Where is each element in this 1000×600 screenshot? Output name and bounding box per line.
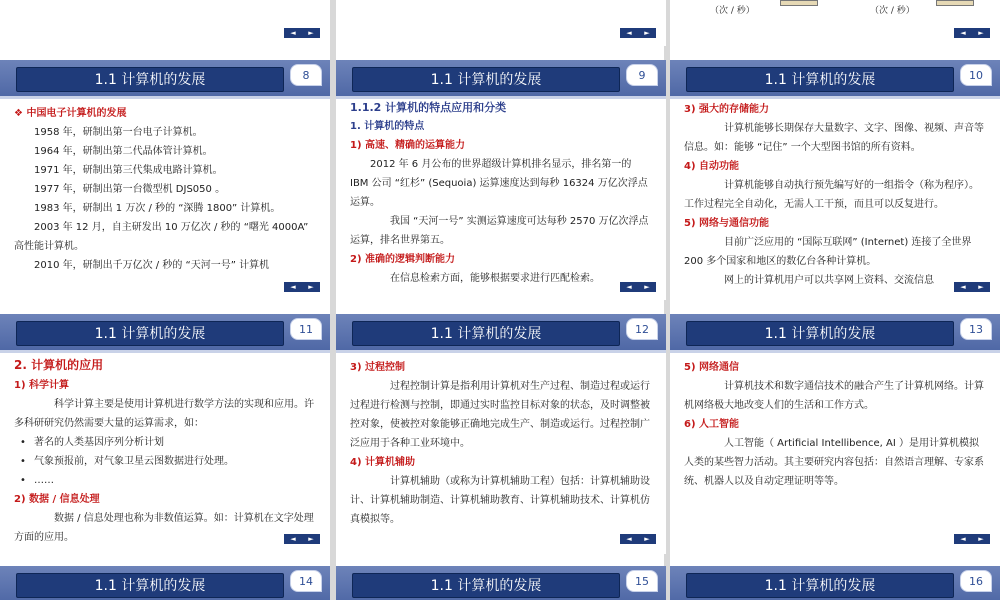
speed-unit-caption: （次 / 秒） [710,6,755,16]
next-arrow-icon[interactable]: ► [978,283,984,291]
slide-8[interactable] [0,60,330,300]
text-paragraph: 网上的计算机用户可以共享网上资料、交流信息 [724,275,934,286]
slide-number: 8 [290,64,322,86]
slide-15[interactable] [336,566,666,600]
slide-nav[interactable] [620,28,656,38]
slide-title: 1.1 计算机的发展 [686,67,954,92]
prev-arrow-icon[interactable]: ◄ [290,535,296,543]
slide-title: 1.1 计算机的发展 [16,321,284,346]
slide-number: 14 [290,570,322,592]
next-arrow-icon[interactable]: ► [308,29,314,37]
bullet-item: • 著名的人类基因序列分析计划 [14,433,316,452]
text-paragraph: 计算机技术和数字通信技术的融合产生了计算机网络。计算机网络极大地改变人们的生活和工作方式。 [684,381,984,411]
prev-arrow-icon[interactable]: ◄ [290,283,296,291]
bullet-item: • …… [14,471,316,490]
slide-title: 1.1 计算机的发展 [352,573,620,598]
prev-arrow-icon[interactable]: ◄ [960,29,966,37]
text-line: 1958 年，研制出第一台电子计算机。 [34,127,203,138]
next-arrow-icon[interactable]: ► [308,283,314,291]
prev-arrow-icon[interactable]: ◄ [626,29,632,37]
slide-number: 16 [960,570,992,592]
text-paragraph: 2012 年 6 月公布的世界超级计算机排名显示，排名第一的 IBM 公司 “红杉” (Sequoia) 运算速度达到每秒 16324 万亿次浮点运算。 [350,159,648,208]
slide-header-band [336,60,666,96]
next-arrow-icon[interactable]: ► [644,283,650,291]
slide-nav[interactable] [954,28,990,38]
bullet-item: • 气象预报前，对气象卫星云图数据进行处理。 [14,452,316,471]
slide-7-fragment-right[interactable] [670,0,1000,46]
item-heading: 2) 准确的逻辑判断能力 [350,254,456,265]
slide-nav[interactable] [954,534,990,544]
prev-arrow-icon[interactable]: ◄ [626,535,632,543]
item-heading: 4) 自动功能 [684,161,740,172]
item-heading: 1) 科学计算 [14,380,70,391]
slide-header-band [336,566,666,600]
slide-number: 9 [626,64,658,86]
slide-body [14,354,316,547]
slide-nav[interactable] [954,282,990,292]
item-heading: 3) 过程控制 [350,362,406,373]
slide-header-band [670,566,1000,600]
text-line: 2010 年，研制出千万亿次 / 秒的 “天河一号” 计算机 [34,260,270,271]
item-heading: 4) 计算机辅助 [350,457,416,468]
slide-number: 10 [960,64,992,86]
slide-number: 12 [626,318,658,340]
slide-nav[interactable] [284,282,320,292]
slide-title: 1.1 计算机的发展 [16,573,284,598]
slide-nav[interactable] [284,28,320,38]
prev-arrow-icon[interactable]: ◄ [960,283,966,291]
text-line: 2003 年 12 月，自主研发出 10 万亿次 / 秒的 “曙光 4000A” 高性能计算机。 [14,222,309,252]
slide-14[interactable] [0,566,330,600]
speed-unit-caption: （次 / 秒） [870,6,915,16]
text-line: 1977 年，研制出第一台微型机 DJS050 。 [34,184,226,195]
slide-title: 1.1 计算机的发展 [686,321,954,346]
text-paragraph: 数据 / 信息处理也称为非数值运算。如：计算机在文字处理方面的应用。 [14,513,314,543]
text-paragraph: 人工智能（ Artificial Intellibence, AI ）是用计算机模拟人类的某些智力活动。其主要研究内容包括：自然语言理解、专家系统、机器人以及自动定理证明等等。 [684,438,984,487]
next-arrow-icon[interactable]: ► [644,29,650,37]
prev-arrow-icon[interactable]: ◄ [960,535,966,543]
text-line: 1983 年，研制出 1 万次 / 秒的 “深腾 1800” 计算机。 [34,203,281,214]
text-paragraph: 计算机辅助（或称为计算机辅助工程）包括：计算机辅助设计、计算机辅助制造、计算机辅助教育、计算机辅助技术、计算机仿真模拟等。 [350,476,650,525]
slide-header-band [0,60,330,96]
subsection-heading: 1. 计算机的特点 [350,121,425,132]
text-paragraph: 计算机能够长期保存大量数字、文字、图像、视频、声音等信息。如：能够 “记住” 一个大型图书馆的所有资料。 [684,123,984,153]
slide-body [14,104,316,275]
slide-7-fragment-mid[interactable] [336,0,666,46]
text-line: 1964 年，研制出第二代晶体管计算机。 [34,146,213,157]
slide-11[interactable] [0,314,330,554]
text-paragraph: 在信息检索方面，能够根据要求进行匹配检索。 [390,273,600,284]
slide-12[interactable] [336,314,666,554]
section-heading: ❖ 中国电子计算机的发展 [14,108,127,119]
text-paragraph: 计算机能够自动执行预先编写好的一组指令（称为程序）。工作过程完全自动化，无需人工干预，而且可以反复进行。 [684,180,979,210]
computer-photo-thumbnail [936,0,974,6]
text-paragraph: 科学计算主要是使用计算机进行数学方法的实现和应用。许多科研研究仍然需要大量的运算需求，如： [14,399,314,429]
slide-number: 15 [626,570,658,592]
prev-arrow-icon[interactable]: ◄ [290,29,296,37]
item-heading: 1) 高速、精确的运算能力 [350,140,466,151]
next-arrow-icon[interactable]: ► [978,535,984,543]
text-paragraph: 过程控制计算是指利用计算机对生产过程、制造过程或运行过程进行检测与控制，即通过实时监控目标对象的状态，及时调整被控对象，使被控对象能够正确地完成生产、制造或运行。过程控制广泛应用于各种工业环境中。 [350,381,650,449]
text-paragraph: 目前广泛应用的 “国际互联网” (Internet) 连接了全世界 200 多个国家和地区的数亿台各种计算机。 [684,237,972,267]
text-paragraph: 我国 “天河一号” 实测运算速度可达每秒 2570 万亿次浮点运算，排名世界第五。 [350,216,649,246]
slide-13[interactable] [670,314,1000,554]
slide-nav[interactable] [620,534,656,544]
slide-16[interactable] [670,566,1000,600]
slide-header-band [336,314,666,350]
slide-7-fragment-left[interactable] [0,0,330,46]
text-line: 1971 年，研制出第三代集成电路计算机。 [34,165,223,176]
item-heading: 2) 数据 / 信息处理 [14,494,100,505]
slide-number: 11 [290,318,322,340]
slide-9[interactable] [336,60,666,300]
slide-title: 1.1 计算机的发展 [686,573,954,598]
slide-header-band [0,566,330,600]
slide-body [684,358,986,491]
item-heading: 5) 网络通信 [684,362,740,373]
computer-photo-thumbnail [780,0,818,6]
item-heading: 5) 网络与通信功能 [684,218,770,229]
next-arrow-icon[interactable]: ► [308,535,314,543]
item-heading: 3) 强大的存储能力 [684,104,770,115]
slide-body [684,100,986,296]
slide-header-band [670,314,1000,350]
slide-title: 1.1 计算机的发展 [352,67,620,92]
item-heading: 6) 人工智能 [684,419,740,430]
slide-title: 1.1 计算机的发展 [352,321,620,346]
slide-body [350,98,652,288]
slide-body [350,358,652,529]
slide-nav[interactable] [620,282,656,292]
next-arrow-icon[interactable]: ► [644,535,650,543]
slide-title: 1.1 计算机的发展 [16,67,284,92]
slide-number: 13 [960,318,992,340]
slide-header-band [670,60,1000,96]
slide-nav[interactable] [284,534,320,544]
slide-10[interactable] [670,60,1000,300]
next-arrow-icon[interactable]: ► [978,29,984,37]
section-heading: 1.1.2 计算机的特点应用和分类 [350,101,507,114]
slide-header-band [0,314,330,350]
prev-arrow-icon[interactable]: ◄ [626,283,632,291]
section-heading: 2. 计算机的应用 [14,358,104,372]
